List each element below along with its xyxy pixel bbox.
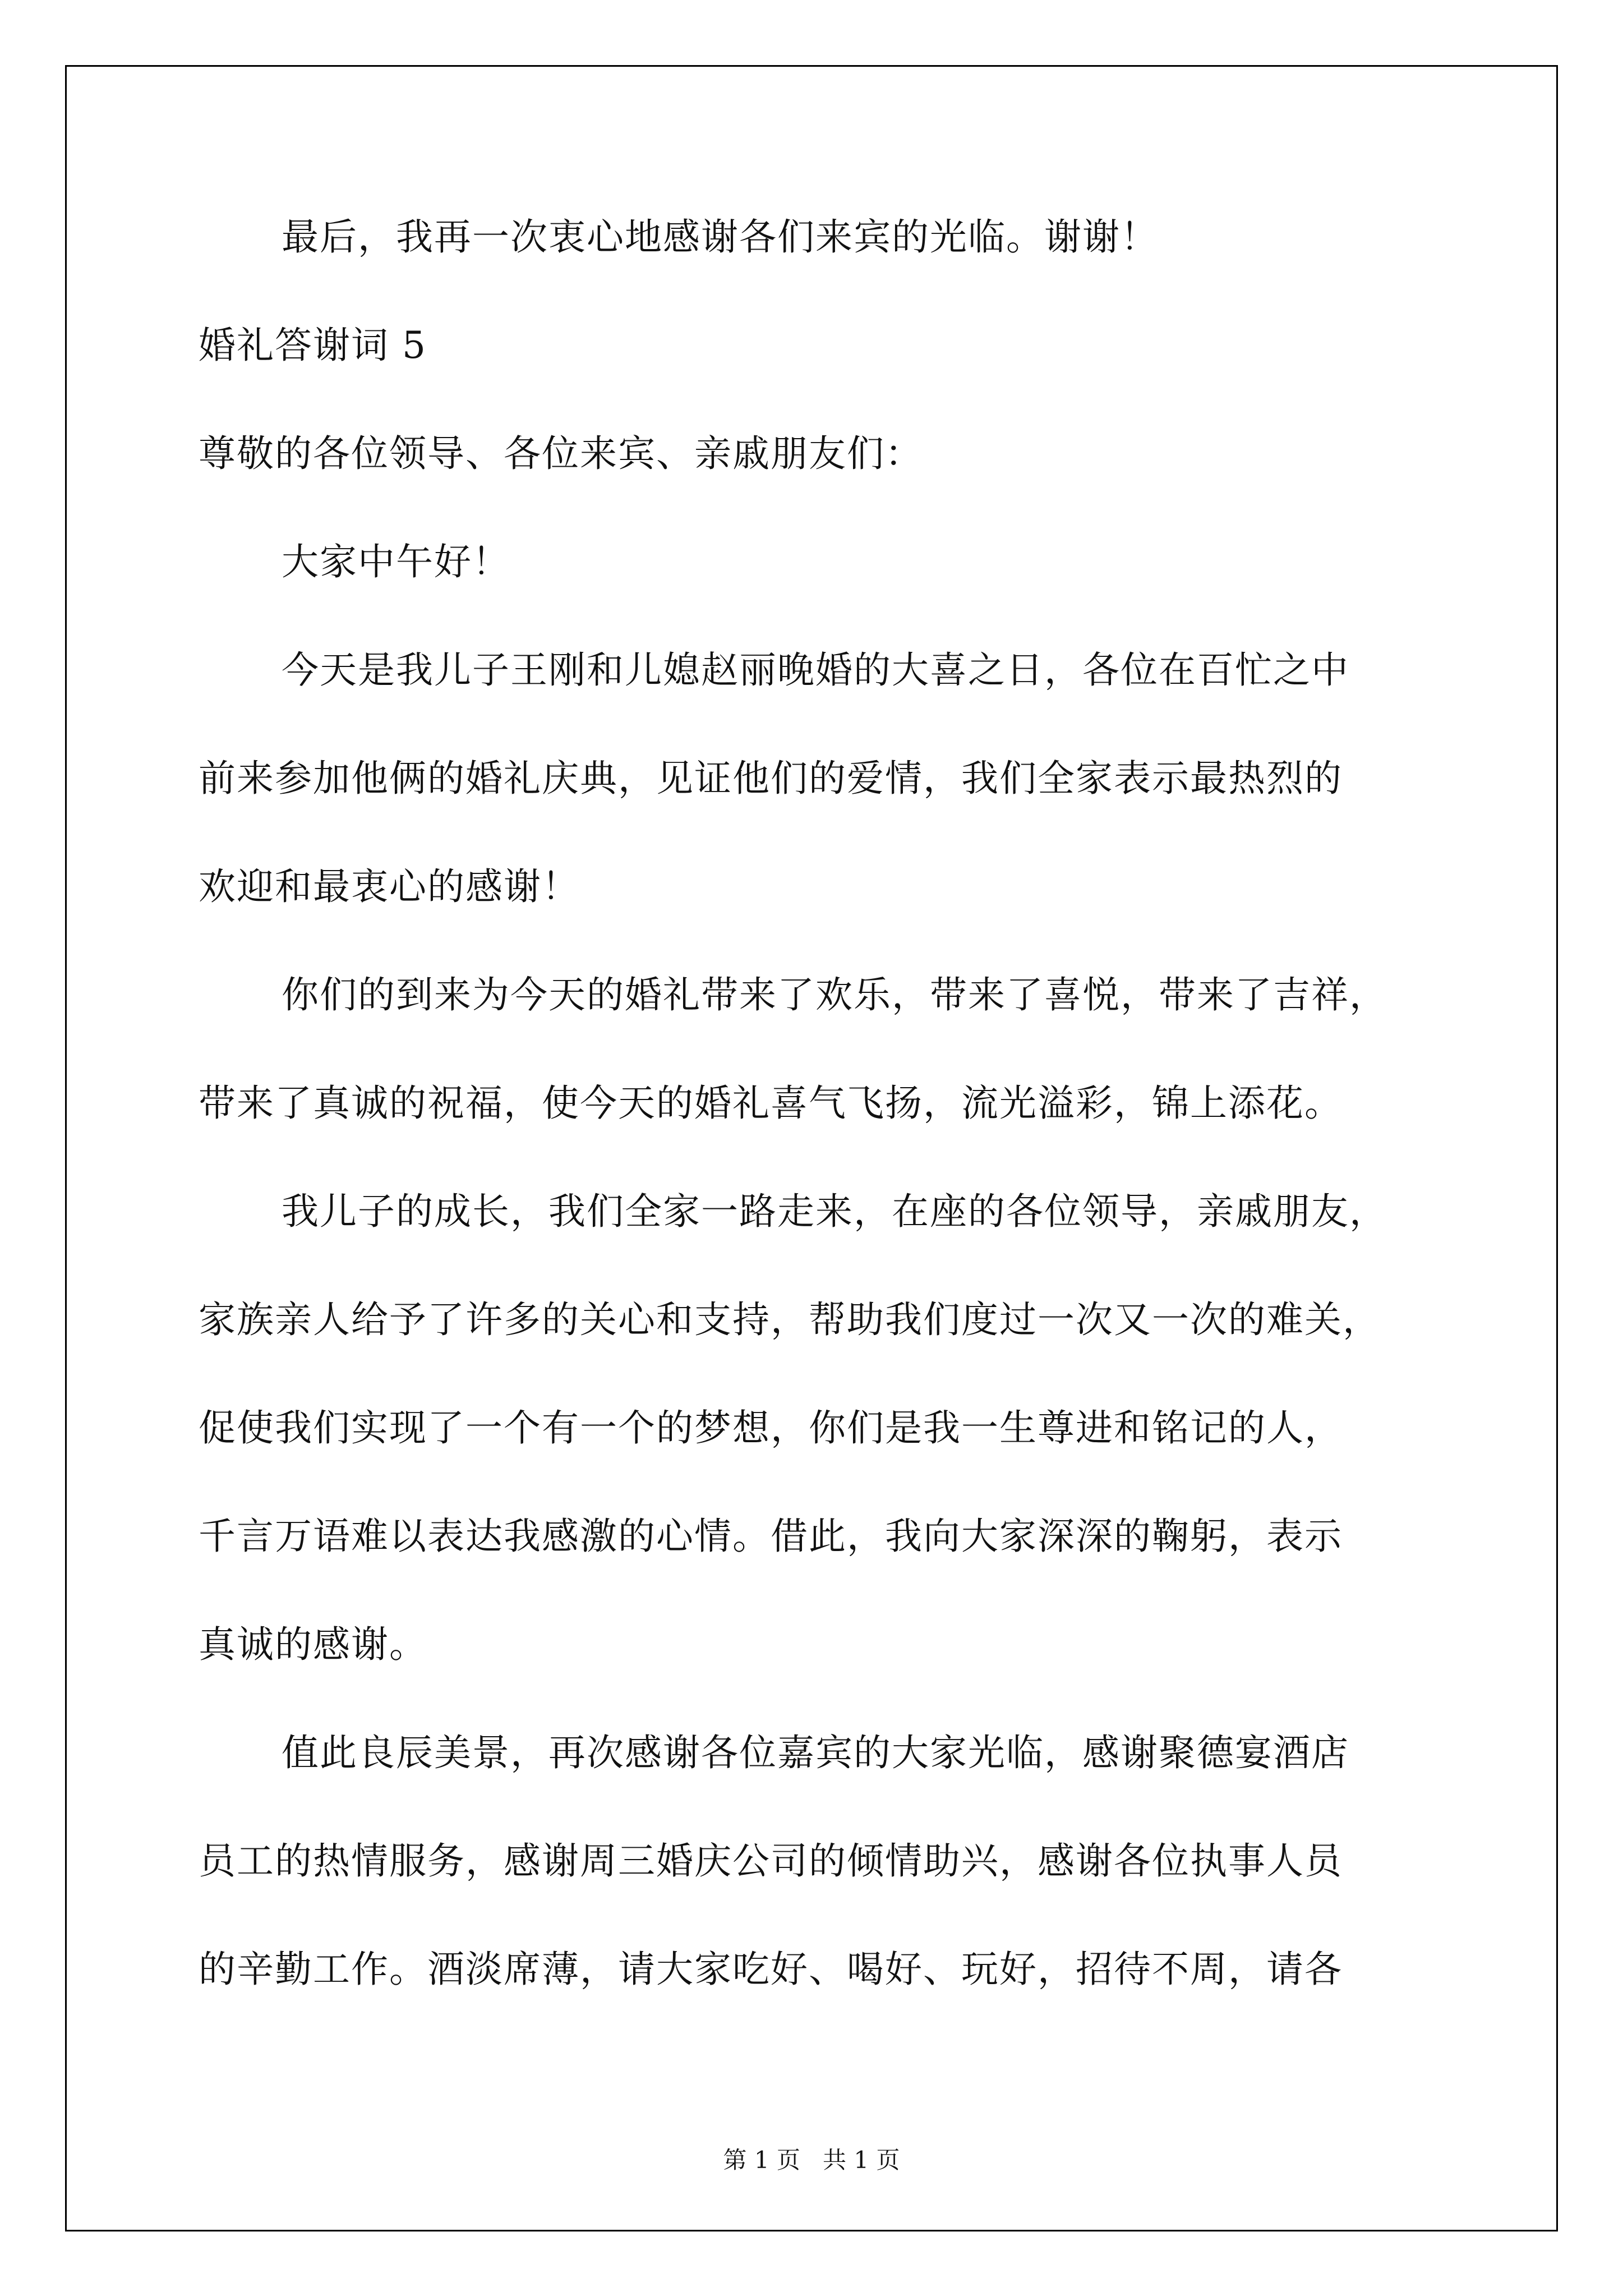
paragraph-line: 真诚的感谢。 [199, 1623, 427, 1666]
salutation: 尊敬的各位领导、各位来宾、亲戚朋友们： [199, 432, 923, 475]
page-border [65, 65, 1558, 2231]
paragraph-line: 最后，我再一次衷心地感谢各们来宾的光临。谢谢！ [282, 215, 1159, 259]
page-number: 第 1 页 共 1 页 [723, 2146, 900, 2174]
paragraph-line: 值此良辰美景，再次感谢各位嘉宾的大家光临，感谢聚德宴酒店 [282, 1731, 1349, 1774]
paragraph-line: 的辛勤工作。酒淡席薄，请大家吃好、喝好、玩好，招待不周，请各 [199, 1948, 1343, 1991]
greeting: 大家中午好！ [282, 540, 510, 583]
paragraph-line: 员工的热情服务，感谢周三婚庆公司的倾情助兴，感谢各位执事人员 [199, 1839, 1343, 1883]
paragraph-line: 我儿子的成长，我们全家一路走来，在座的各位领导，亲戚朋友， [282, 1190, 1387, 1233]
page-footer [0, 2142, 1623, 2175]
paragraph-line: 促使我们实现了一个有一个的梦想，你们是我一生尊进和铭记的人， [199, 1406, 1343, 1450]
paragraph-line: 千言万语难以表达我感激的心情。借此，我向大家深深的鞠躬，表示 [199, 1515, 1343, 1558]
paragraph-line: 带来了真诚的祝福，使今天的婚礼喜气飞扬，流光溢彩，锦上添花。 [199, 1082, 1343, 1125]
paragraph-line: 你们的到来为今天的婚礼带来了欢乐，带来了喜悦，带来了吉祥， [282, 973, 1387, 1016]
paragraph-line: 家族亲人给予了许多的关心和支持，帮助我们度过一次又一次的难关， [199, 1298, 1381, 1341]
paragraph-line: 前来参加他俩的婚礼庆典，见证他们的爱情，我们全家表示最热烈的 [199, 757, 1343, 800]
paragraph-line: 今天是我儿子王刚和儿媳赵丽晚婚的大喜之日，各位在百忙之中 [282, 648, 1349, 692]
paragraph-line: 欢迎和最衷心的感谢！ [199, 865, 580, 908]
section-heading: 婚礼答谢词 5 [199, 324, 427, 367]
